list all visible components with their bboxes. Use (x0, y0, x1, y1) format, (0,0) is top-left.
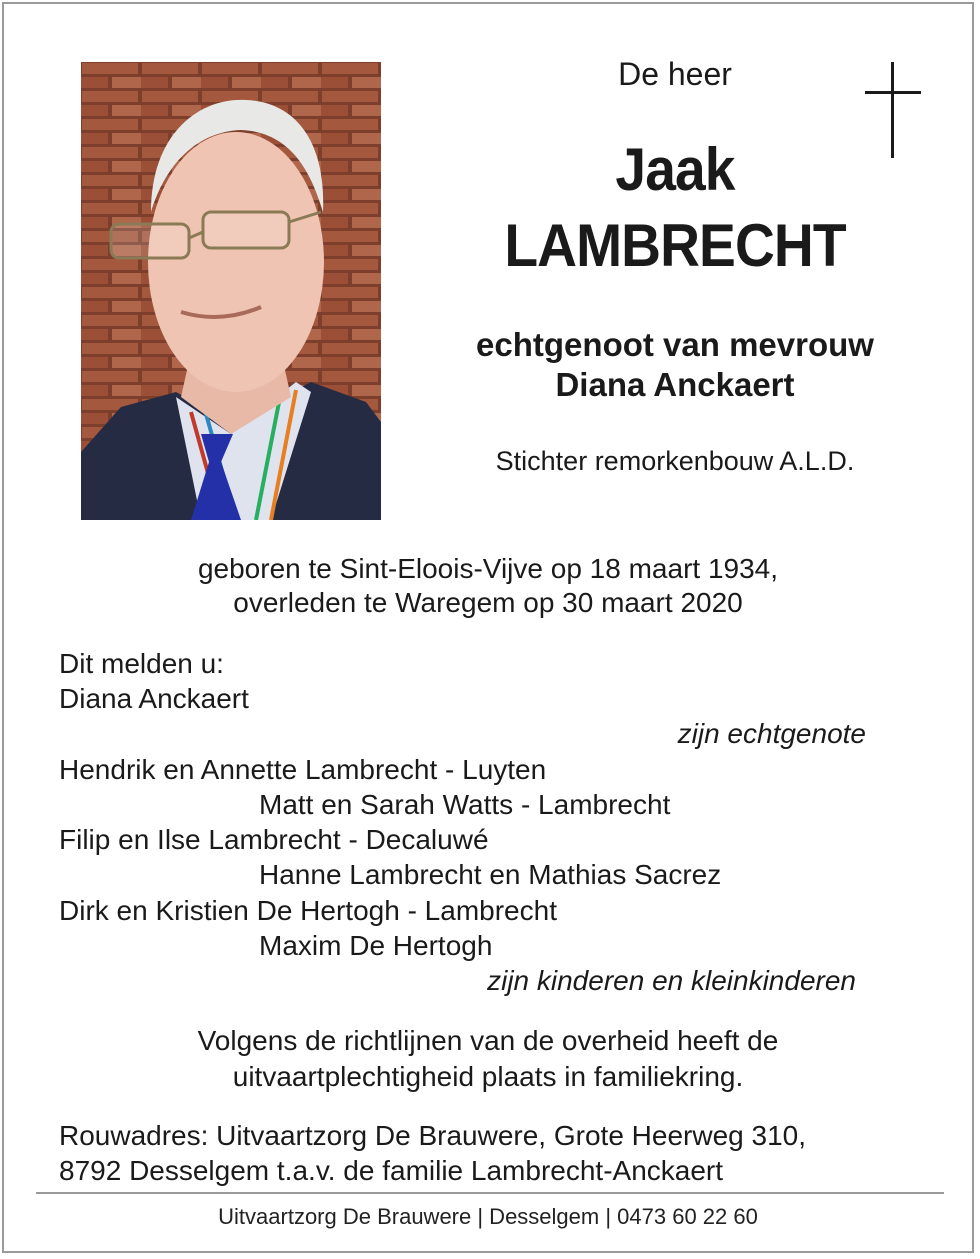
footer-contact: Uitvaartzorg De Brauwere | Desselgem | 0473 60 22 60 (218, 1204, 758, 1229)
family-line: Dirk en Kristien De Hertogh - Lambrecht (59, 895, 557, 926)
spouse-name: Diana Anckaert (59, 683, 249, 714)
family-line: Matt en Sarah Watts - Lambrecht (259, 789, 671, 820)
spouse-relation: zijn echtgenote (677, 718, 866, 749)
family-line: Maxim De Hertogh (259, 930, 493, 961)
notice-line-2: uitvaartplechtigheid plaats in familiekring. (232, 1061, 744, 1092)
spouse-line-1: echtgenoot van mevrouw (476, 326, 874, 363)
deceased-first-name: Jaak (615, 136, 735, 203)
death-line: overleden te Waregem op 30 maart 2020 (233, 587, 743, 618)
spouse-line-2: Diana Anckaert (555, 366, 795, 403)
notice-line-1: Volgens de richtlijnen van de overheid heeft de (197, 1025, 779, 1056)
birth-line: geboren te Sint-Eloois-Vijve op 18 maart 1934, (197, 553, 779, 584)
family-line: Hendrik en Annette Lambrecht - Luyten (59, 754, 547, 785)
deceased-last-name: LAMBRECHT (504, 212, 846, 279)
family-relation: zijn kinderen en kleinkinderen (487, 965, 856, 996)
family-line: Filip en Ilse Lambrecht - Decaluwé (59, 824, 489, 855)
announcers-intro: Dit melden u: (59, 648, 224, 679)
address-line-2: 8792 Desselgem t.a.v. de familie Lambrecht-Anckaert (59, 1155, 724, 1186)
footer-divider (36, 1192, 944, 1194)
address-line-1: Rouwadres: Uitvaartzorg De Brauwere, Grote Heerweg 310, (59, 1120, 807, 1151)
portrait-photo (81, 62, 381, 520)
role-line: Stichter remorkenbouw A.L.D. (495, 446, 855, 476)
salutation: De heer (618, 56, 732, 92)
family-line: Hanne Lambrecht en Mathias Sacrez (259, 859, 722, 890)
